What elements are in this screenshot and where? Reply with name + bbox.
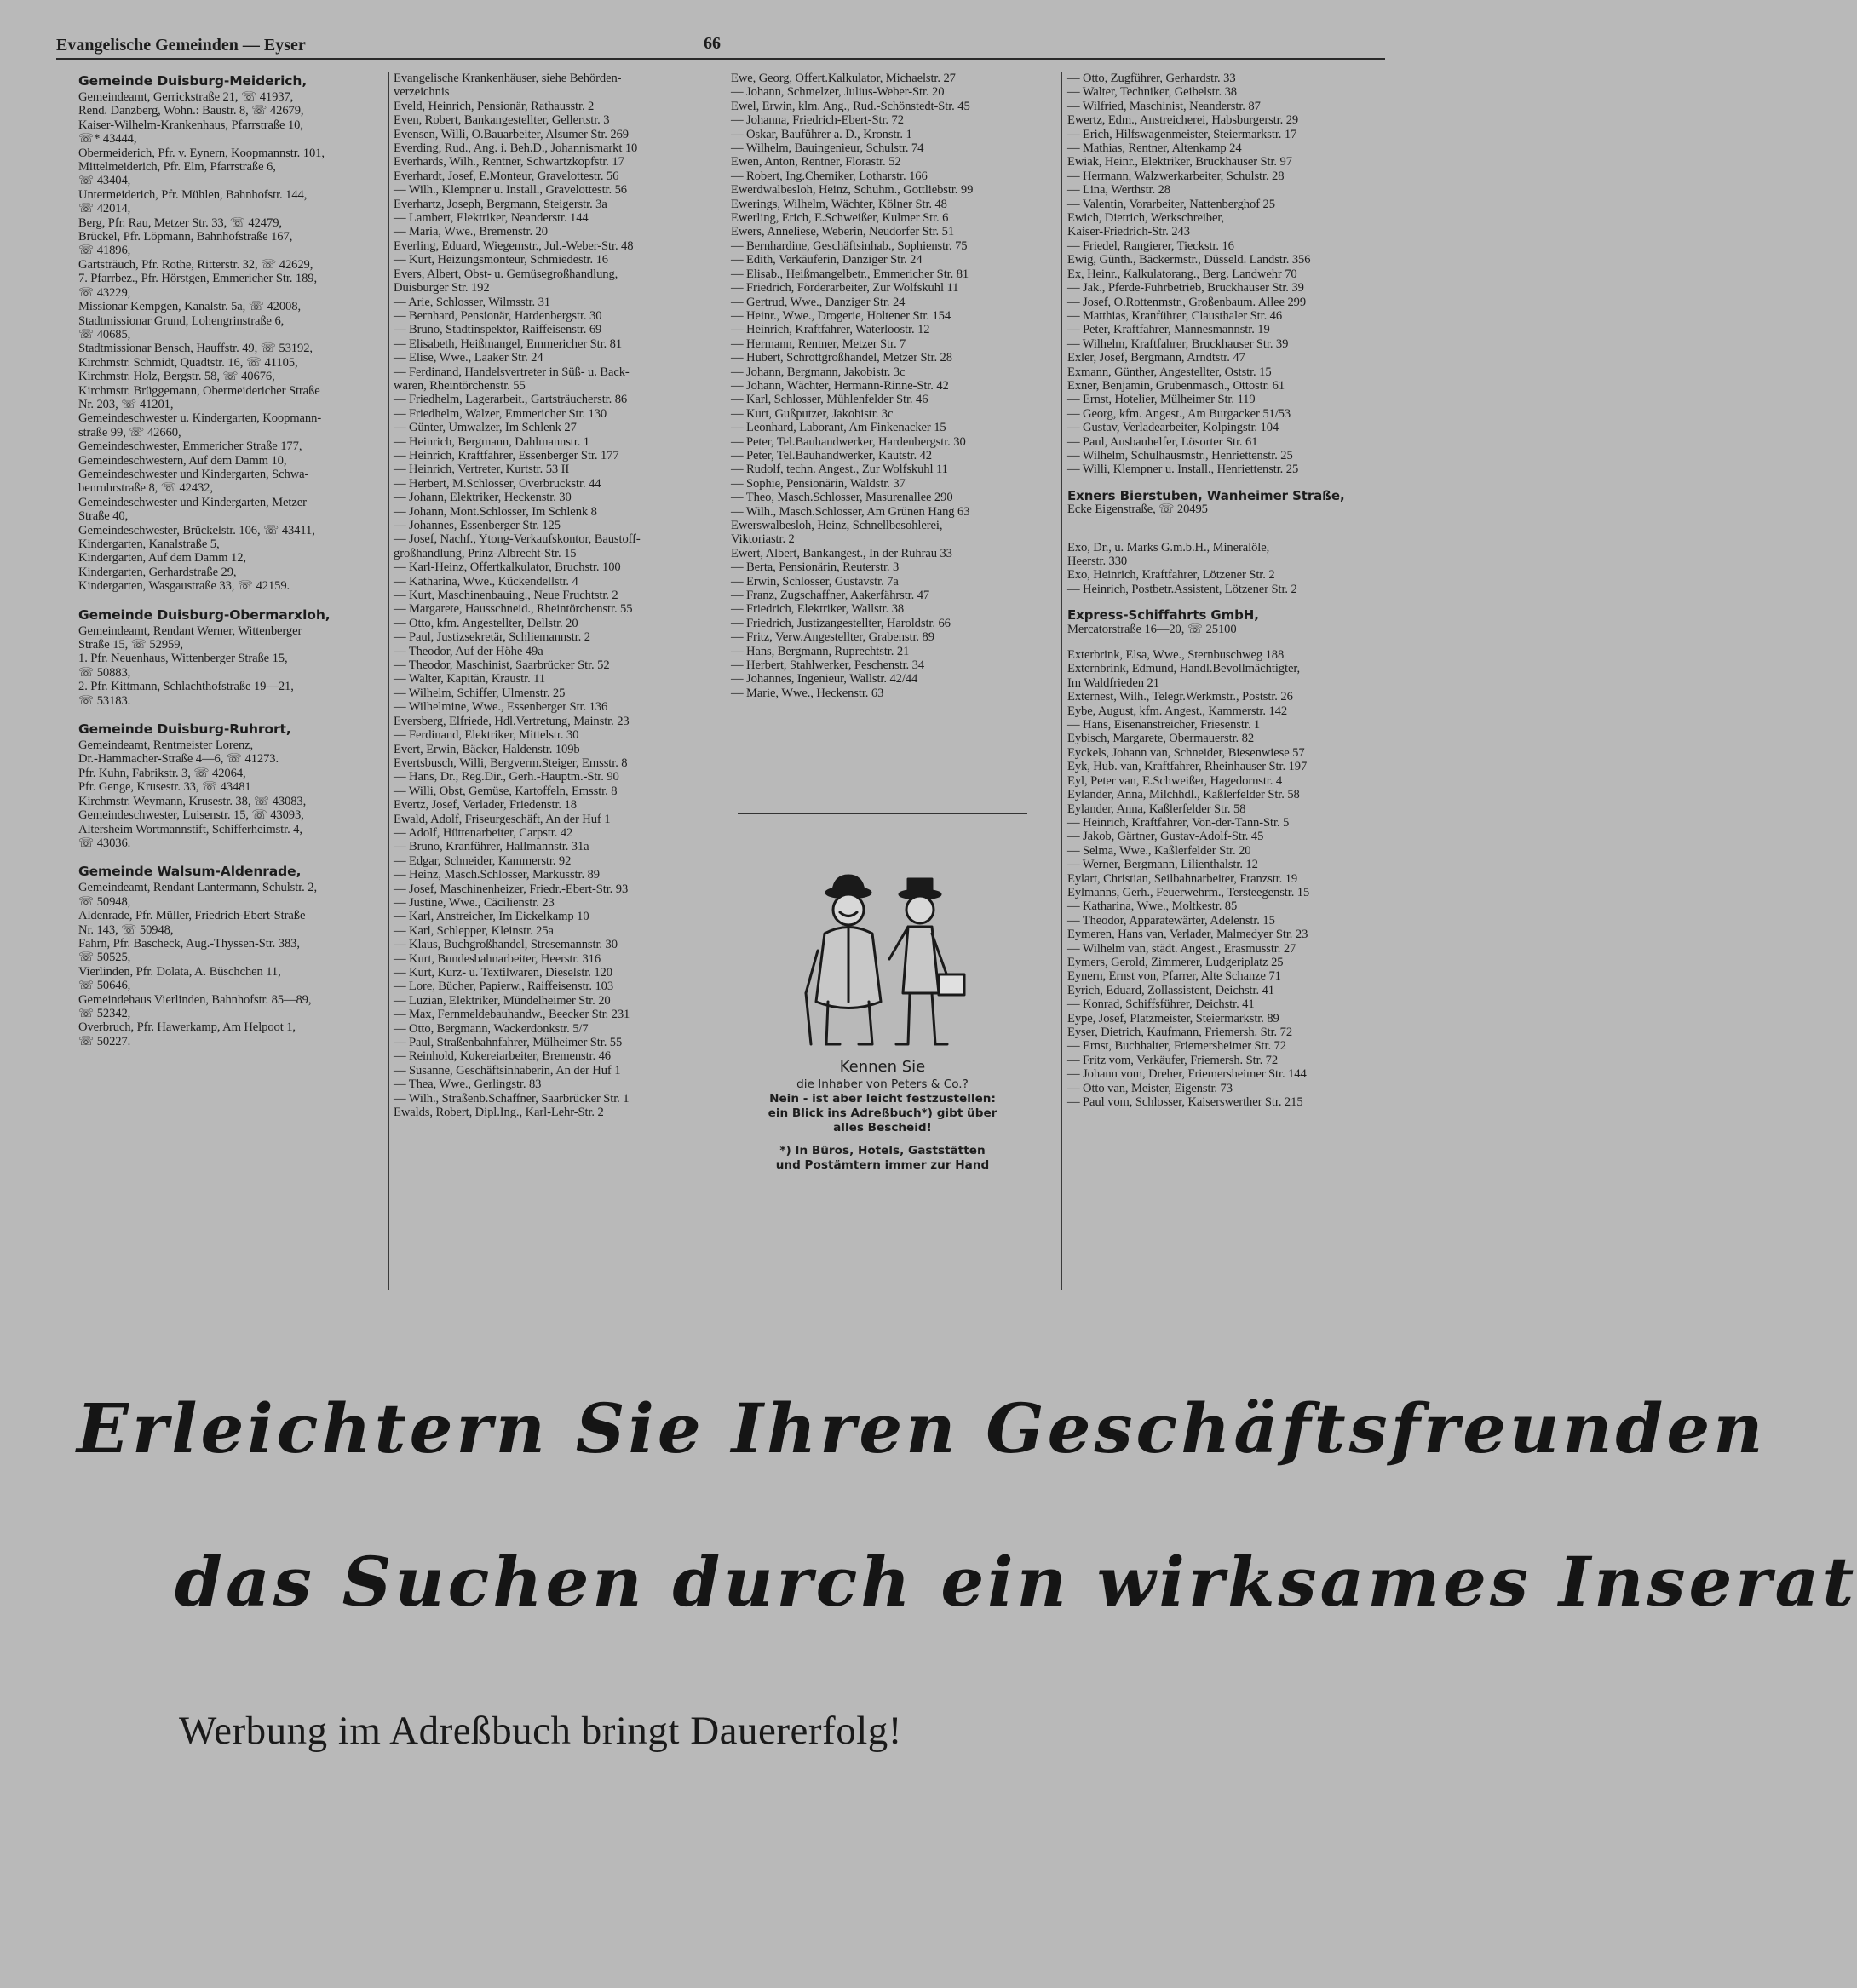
ad-footnote: *) In Büros, Hotels, Gaststätten: [779, 1144, 986, 1158]
directory-entry: Straße 40,: [78, 509, 129, 524]
directory-entry: Missionar Kempgen, Kanalstr. 5a, ☏ 42008,: [78, 300, 301, 314]
directory-entry: Ewe, Georg, Offert.Kalkulator, Michaelstr. 27: [731, 72, 956, 85]
parish-heading: Gemeinde Duisburg-Obermarxloh,: [78, 606, 331, 623]
directory-entry: Ewalds, Robert, Dipl.Ing., Karl-Lehr-Str. 2: [394, 1106, 604, 1120]
directory-entry: Evertz, Josef, Verlader, Friedenstr. 18: [394, 798, 577, 813]
directory-entry: — Josef, O.Rottenmstr., Großenbaum. Allee 299: [1067, 295, 1307, 309]
directory-entry: — Heinrich, Bergmann, Dahlmannstr. 1: [394, 434, 589, 449]
directory-entry: ☏ 42014,: [78, 202, 131, 216]
column-rule: [388, 72, 389, 1290]
directory-entry: — Theodor, Apparatewärter, Adelenstr. 15: [1067, 913, 1275, 928]
directory-entry: Externest, Wilh., Telegr.Werkmstr., Poststr. 26: [1067, 690, 1293, 704]
directory-entry: — Otto, kfm. Angestellter, Dellstr. 20: [394, 616, 578, 630]
running-head: [56, 32, 1385, 60]
directory-entry: Kindergarten, Wasgaustraße 33, ☏ 42159.: [78, 579, 290, 594]
directory-entry: — Fritz vom, Verkäufer, Friemersh. Str. 72: [1067, 1053, 1279, 1067]
directory-entry: ☏ 50227.: [78, 1034, 131, 1049]
directory-entry: ☏ 41896,: [78, 244, 131, 258]
directory-entry: — Ferdinand, Elektriker, Mittelstr. 30: [394, 728, 579, 743]
directory-entry: — Johann vom, Dreher, Friemersheimer Str. 144: [1067, 1067, 1307, 1082]
directory-entry: — Gustav, Verladearbeiter, Kolpingstr. 104: [1067, 421, 1279, 435]
directory-entry: — Willi, Klempner u. Install., Henriettenstr. 25: [1067, 463, 1299, 477]
directory-entry: — Johannes, Essenberger Str. 125: [394, 519, 561, 532]
directory-entry: Gemeindeschwester, Brückelstr. 106, ☏ 43411,: [78, 523, 315, 537]
directory-entry: — Herbert, M.Schlosser, Overbruckstr. 44: [394, 476, 601, 491]
directory-entry: Heerstr. 330: [1067, 554, 1128, 568]
directory-entry: Im Waldfrieden 21: [1067, 675, 1159, 690]
directory-entry: — Edith, Verkäuferin, Danziger Str. 24: [731, 253, 923, 267]
spacer: [78, 850, 387, 862]
directory-entry: Gemeindeschwester u. Kindergarten, Koopmann-: [78, 411, 322, 426]
directory-entry: — Josef, Nachf., Ytong-Verkaufskontor, Baustoff-: [394, 532, 641, 547]
ad-footnote: und Postämtern immer zur Hand: [775, 1158, 990, 1172]
directory-entry: Evangelische Krankenhäuser, siehe Behörden-: [394, 72, 622, 85]
directory-entry: Externbrink, Edmund, Handl.Bevollmächtigter,: [1067, 662, 1301, 676]
business-listing: Express-Schiffahrts GmbH,: [1067, 607, 1259, 623]
directory-entry: Eymeren, Hans van, Verlader, Malmedyer Str. 23: [1067, 928, 1308, 942]
directory-entry: Evertsbusch, Willi, Bergverm.Steiger, Emsstr. 8: [394, 756, 628, 770]
directory-entry: — Matthias, Kranführer, Clausthaler Str. 46: [1067, 308, 1283, 323]
directory-entry: Eynern, Ernst von, Pfarrer, Alte Schanze 71: [1067, 969, 1281, 984]
directory-entry: — Theo, Masch.Schlosser, Masurenallee 290: [731, 491, 953, 505]
directory-entry: Kindergarten, Auf dem Damm 12,: [78, 551, 246, 566]
directory-entry: Nr. 203, ☏ 41201,: [78, 397, 174, 411]
directory-entry: Ewertz, Edm., Anstreicherei, Habsburgerstr. 29: [1067, 113, 1299, 128]
directory-entry: ☏ 50883,: [78, 665, 131, 680]
directory-entry: — Karl, Schlosser, Mühlenfelder Str. 46: [731, 393, 928, 407]
directory-entry: ☏ 53183.: [78, 693, 131, 708]
directory-entry: Gemeindeschwester und Kindergarten, Schwa-: [78, 467, 309, 481]
directory-entry: Exterbrink, Elsa, Wwe., Sternbuschweg 188: [1067, 648, 1285, 663]
directory-entry: Altersheim Wortmannstift, Schifferheimstr. 4,: [78, 822, 302, 836]
directory-entry: — Johannes, Ingenieur, Wallstr. 42/44: [731, 672, 918, 687]
directory-entry: Exo, Heinrich, Kraftfahrer, Lötzener Str. 2: [1067, 568, 1275, 583]
directory-entry: — Erwin, Schlosser, Gustavstr. 7a: [731, 574, 899, 589]
directory-entry: Eyser, Dietrich, Kaufmann, Friemersh. Str. 72: [1067, 1026, 1293, 1039]
spacer: [1067, 636, 1401, 648]
directory-entry: — Ferdinand, Handelsvertreter in Süß- u. Back-: [394, 365, 630, 379]
directory-entry: — Klaus, Buchgroßhandel, Stresemannstr. 30: [394, 938, 618, 952]
directory-entry: Rend. Danzberg, Wohn.: Baustr. 8, ☏ 42679,: [78, 104, 304, 118]
spacer: [1067, 517, 1401, 529]
directory-entry: Nr. 143, ☏ 50948,: [78, 922, 174, 937]
directory-entry: Evert, Erwin, Bäcker, Haldenstr. 109b: [394, 742, 580, 756]
spacer: [1067, 529, 1401, 541]
directory-entry: Gemeindeamt, Rentmeister Lorenz,: [78, 738, 254, 753]
directory-entry: — Hermann, Rentner, Metzer Str. 7: [731, 336, 906, 351]
directory-entry: — Margarete, Hausschneid., Rheintörchenstr. 55: [394, 602, 633, 617]
directory-entry: Ewen, Anton, Rentner, Florastr. 52: [731, 155, 901, 169]
directory-entry: — Johann, Mont.Schlosser, Im Schlenk 8: [394, 504, 597, 519]
directory-entry: Gartsträuch, Pfr. Rothe, Ritterstr. 32, ☏ 42629,: [78, 257, 313, 272]
parish-heading: Gemeinde Duisburg-Meiderich,: [78, 73, 308, 89]
directory-entry: — Paul, Ausbauhelfer, Lösorter Str. 61: [1067, 434, 1258, 449]
directory-entry: ☏ 50948,: [78, 894, 131, 909]
directory-entry: — Johann, Schmelzer, Julius-Weber-Str. 20: [731, 85, 945, 100]
directory-entry: Kaiser-Friedrich-Str. 243: [1067, 225, 1190, 239]
directory-entry: Mercatorstraße 16—20, ☏ 25100: [1067, 622, 1237, 636]
directory-entry: — Valentin, Vorarbeiter, Nattenberghof 25: [1067, 197, 1275, 211]
directory-entry: Evers, Albert, Obst- u. Gemüsegroßhandlung,: [394, 267, 618, 281]
directory-entry: — Wilhelmine, Wwe., Essenberger Str. 136: [394, 700, 608, 715]
directory-entry: straße 99, ☏ 42660,: [78, 425, 181, 440]
directory-entry: — Bernhard, Pensionär, Hardenbergstr. 30: [394, 308, 602, 323]
directory-column-1: [78, 72, 387, 1049]
directory-entry: Kirchmstr. Brüggemann, Obermeidericher Straße: [78, 383, 320, 398]
directory-entry: ☏ 40685,: [78, 327, 131, 342]
ad-headline: Kennen Sie: [839, 1058, 926, 1076]
directory-entry: Gemeindeamt, Gerrickstraße 21, ☏ 41937,: [78, 90, 294, 104]
directory-entry: Everling, Eduard, Wiegemstr., Jul.-Weber-Str. 48: [394, 238, 634, 253]
directory-entry: — Franz, Zugschaffner, Aakerfährstr. 47: [731, 589, 930, 603]
directory-entry: 1. Pfr. Neuenhaus, Wittenberger Straße 15,: [78, 652, 288, 666]
directory-entry: verzeichnis: [394, 85, 450, 100]
directory-entry: — Otto, Bergmann, Wackerdonkstr. 5/7: [394, 1021, 589, 1036]
directory-entry: Everhardt, Josef, E.Monteur, Gravelottestr. 56: [394, 169, 619, 183]
directory-entry: — Karl, Anstreicher, Im Eickelkamp 10: [394, 910, 589, 924]
business-listing: Exners Bierstuben, Wanheimer Straße,: [1067, 487, 1345, 503]
directory-entry: — Heinrich, Vertreter, Kurtstr. 53 II: [394, 463, 570, 477]
directory-entry: Obermeiderich, Pfr. v. Eynern, Koopmannstr. 101,: [78, 146, 325, 160]
directory-entry: — Kurt, Maschinenbauing., Neue Fruchtstr. 2: [394, 589, 618, 603]
directory-entry: Eyk, Hub. van, Kraftfahrer, Rheinhauser Str. 197: [1067, 760, 1308, 774]
directory-entry: Gemeindeschwestern, Auf dem Damm 10,: [78, 453, 287, 468]
directory-entry: — Justine, Wwe., Cäcilienstr. 23: [394, 895, 555, 910]
directory-entry: — Lina, Werthstr. 28: [1067, 183, 1170, 198]
directory-entry: Everhartz, Joseph, Bergmann, Steigerstr. 3a: [394, 197, 607, 211]
directory-entry: — Heinz, Masch.Schlosser, Markusstr. 89: [394, 868, 600, 882]
directory-entry: — Peter, Kraftfahrer, Mannesmannstr. 19: [1067, 323, 1270, 337]
directory-entry: ☏ 43229,: [78, 285, 131, 300]
directory-entry: — Heinrich, Postbetr.Assistent, Lötzener Str. 2: [1067, 582, 1297, 596]
directory-entry: — Berta, Pensionärin, Reuterstr. 3: [731, 560, 900, 575]
directory-entry: — Friedhelm, Lagerarbeit., Gartsträucherstr. 86: [394, 393, 628, 407]
directory-entry: — Maria, Wwe., Bremenstr. 20: [394, 225, 548, 239]
directory-entry: Gemeindeschwester, Luisenstr. 15, ☏ 43093,: [78, 808, 304, 823]
directory-entry: — Kurt, Heizungsmonteur, Schmiedestr. 16: [394, 253, 608, 267]
directory-entry: Untermeiderich, Pfr. Mühlen, Bahnhofstr. 144,: [78, 187, 308, 202]
directory-entry: Eyl, Peter van, E.Schweißer, Hagedornstr. 4: [1067, 773, 1283, 788]
directory-entry: — Konrad, Schiffsführer, Deichstr. 41: [1067, 997, 1255, 1012]
directory-entry: — Hermann, Walzwerkarbeiter, Schulstr. 28: [1067, 169, 1285, 183]
directory-entry: — Willi, Obst, Gemüse, Kartoffeln, Emsstr. 8: [394, 784, 618, 798]
spacer: [1067, 477, 1401, 489]
ad-question: die Inhaber von Peters & Co.?: [796, 1077, 969, 1091]
directory-entry: ☏ 50646,: [78, 979, 131, 993]
directory-entry: — Walter, Kapitän, Kraustr. 11: [394, 672, 546, 687]
directory-entry: Eveld, Heinrich, Pensionär, Rathausstr. 2: [394, 99, 595, 113]
directory-entry: — Bernhardine, Geschäftsinhab., Sophienstr. 75: [731, 238, 968, 253]
directory-entry: — Otto van, Meister, Eigenstr. 73: [1067, 1081, 1233, 1095]
directory-entry: — Wilh., Klempner u. Install., Gravelottestr. 56: [394, 183, 628, 198]
directory-entry: — Jakob, Gärtner, Gustav-Adolf-Str. 45: [1067, 830, 1264, 844]
directory-entry: Exner, Benjamin, Grubenmasch., Ottostr. 61: [1067, 378, 1285, 393]
directory-entry: — Johann, Elektriker, Heckenstr. 30: [394, 491, 572, 505]
advertisement-text: [738, 1057, 1027, 1173]
ad-answer-line: alles Bescheid!: [833, 1121, 932, 1135]
directory-entry: — Reinhold, Kokereiarbeiter, Bremenstr. 46: [394, 1049, 611, 1064]
directory-entry: — Herbert, Stahlwerker, Peschenstr. 34: [731, 658, 925, 673]
directory-entry: — Marie, Wwe., Heckenstr. 63: [731, 686, 884, 700]
directory-entry: Ewiak, Heinr., Elektriker, Bruckhauser Str. 97: [1067, 155, 1292, 169]
directory-entry: — Luzian, Elektriker, Mündelheimer Str. 20: [394, 993, 611, 1008]
directory-entry: — Wilh., Masch.Schlosser, Am Grünen Hang 63: [731, 504, 970, 519]
directory-entry: — Johann, Wächter, Hermann-Rinne-Str. 42: [731, 378, 949, 393]
directory-entry: Straße 15, ☏ 52959,: [78, 638, 183, 652]
directory-entry: — Katharina, Wwe., Kückendellstr. 4: [394, 574, 578, 589]
directory-entry: — Bruno, Kranführer, Hallmannstr. 31a: [394, 840, 589, 854]
spacer: [1067, 596, 1401, 608]
directory-column-3: [731, 72, 1033, 700]
directory-entry: — Susanne, Geschäftsinhaberin, An der Huf 1: [394, 1063, 621, 1077]
directory-entry: — Hubert, Schrottgroßhandel, Metzer Str. 28: [731, 351, 952, 365]
directory-entry: — Otto, Zugführer, Gerhardstr. 33: [1067, 72, 1236, 85]
directory-entry: — Peter, Tel.Bauhandwerker, Kautstr. 42: [731, 448, 932, 463]
directory-entry: — Elisabeth, Heißmangel, Emmericher Str. 81: [394, 336, 623, 351]
ad-answer-line: ein Blick ins Adreßbuch*) gibt über: [768, 1106, 997, 1120]
directory-entry: — Wilhelm, Kraftfahrer, Bruckhauser Str. 39: [1067, 336, 1289, 351]
directory-entry: Duisburger Str. 192: [394, 281, 490, 296]
directory-entry: ☏ 52342,: [78, 1006, 131, 1020]
directory-entry: Ewerling, Erich, E.Schweißer, Kulmer Str. 6: [731, 211, 949, 226]
directory-entry: — Mathias, Rentner, Altenkamp 24: [1067, 141, 1242, 156]
directory-entry: Eybe, August, kfm. Angest., Kammerstr. 142: [1067, 704, 1288, 718]
directory-entry: Gemeindeamt, Rendant Werner, Wittenberger: [78, 623, 302, 638]
directory-entry: Gemeindeamt, Rendant Lantermann, Schulstr. 2,: [78, 881, 318, 895]
directory-entry: Ewert, Albert, Bankangest., In der Ruhrau 33: [731, 546, 952, 560]
directory-entry: — Kurt, Bundesbahnarbeiter, Heerstr. 316: [394, 951, 601, 966]
directory-entry: — Jak., Pferde-Fuhrbetrieb, Bruckhauser Str. 39: [1067, 281, 1304, 296]
directory-entry: Ewerswalbesloh, Heinz, Schnellbesohlerei,: [731, 519, 943, 532]
directory-entry: Brückel, Pfr. Löpmann, Bahnhofstraße 167,: [78, 230, 293, 244]
directory-entry: — Günter, Umwalzer, Im Schlenk 27: [394, 421, 577, 435]
directory-entry: — Friedrich, Förderarbeiter, Zur Wolfskuhl 11: [731, 281, 959, 296]
directory-entry: Everding, Rud., Ang. i. Beh.D., Johannismarkt 10: [394, 141, 638, 156]
directory-entry: Exmann, Günther, Angestellter, Oststr. 15: [1067, 365, 1272, 379]
directory-entry: — Adolf, Hüttenarbeiter, Carpstr. 42: [394, 825, 573, 840]
directory-entry: Exler, Josef, Bergmann, Arndtstr. 47: [1067, 351, 1245, 365]
directory-entry: — Robert, Ing.Chemiker, Lotharstr. 166: [731, 169, 928, 183]
directory-entry: — Bruno, Stadtinspektor, Raiffeisenstr. 69: [394, 323, 602, 337]
directory-entry: — Elise, Wwe., Laaker Str. 24: [394, 351, 543, 365]
directory-entry: Viktoriastr. 2: [731, 532, 795, 547]
directory-entry: — Kurt, Kurz- u. Textilwaren, Dieselstr. 120: [394, 966, 612, 980]
directory-entry: — Karl, Schlepper, Kleinstr. 25a: [394, 923, 554, 938]
directory-entry: Exo, Dr., u. Marks G.m.b.H., Mineralöle,: [1067, 540, 1270, 554]
directory-entry: — Hans, Eisenanstreicher, Friesenstr. 1: [1067, 718, 1261, 733]
directory-entry: Eymers, Gerold, Zimmerer, Ludgeriplatz 25: [1067, 955, 1284, 969]
directory-entry: Ewers, Anneliese, Weberin, Neudorfer Str. 51: [731, 225, 955, 239]
directory-entry: Pfr. Kuhn, Fabrikstr. 3, ☏ 42064,: [78, 766, 246, 780]
directory-entry: Kirchmstr. Weymann, Krusestr. 38, ☏ 43083,: [78, 794, 307, 808]
directory-entry: — Lambert, Elektriker, Neanderstr. 144: [394, 211, 589, 226]
directory-entry: — Josef, Maschinenheizer, Friedr.-Ebert-Str. 93: [394, 882, 629, 896]
directory-entry: — Oskar, Bauführer a. D., Kronstr. 1: [731, 127, 912, 141]
ad-answer-line: Nein - ist aber leicht festzustellen:: [769, 1092, 996, 1106]
directory-entry: — Wilhelm, Schulhausmstr., Henriettenstr. 25: [1067, 448, 1293, 463]
directory-entry: — Friedhelm, Walzer, Emmericher Str. 130: [394, 406, 607, 421]
directory-entry: — Theodor, Auf der Höhe 49a: [394, 644, 543, 658]
directory-entry: — Erich, Hilfswagenmeister, Steiermarkstr. 17: [1067, 127, 1297, 141]
directory-entry: ☏* 43444,: [78, 132, 137, 147]
directory-entry: Gemeindeschwester und Kindergarten, Metzer: [78, 495, 307, 509]
directory-entry: Eversberg, Elfriede, Hdl.Vertretung, Mainstr. 23: [394, 714, 630, 728]
directory-entry: — Paul vom, Schlosser, Kaiserswerther Str. 215: [1067, 1095, 1303, 1110]
directory-entry: — Walter, Techniker, Geibelstr. 38: [1067, 85, 1237, 100]
directory-entry: Kirchmstr. Schmidt, Quadtstr. 16, ☏ 41105,: [78, 355, 298, 370]
directory-entry: Pfr. Genge, Krusestr. 33, ☏ 43481: [78, 780, 251, 795]
directory-entry: Ewig, Günth., Bäckermstr., Düsseld. Landstr. 356: [1067, 253, 1311, 267]
directory-entry: Fahrn, Pfr. Bascheck, Aug.-Thyssen-Str. 383,: [78, 936, 300, 951]
directory-entry: Gemeindeschwester, Emmericher Straße 177,: [78, 440, 302, 454]
directory-entry: Kindergarten, Gerhardstraße 29,: [78, 565, 237, 579]
directory-entry: — Wilhelm, Schiffer, Ulmenstr. 25: [394, 686, 566, 700]
directory-entry: Eylart, Christian, Seilbahnarbeiter, Franzstr. 19: [1067, 871, 1298, 886]
directory-entry: ☏ 50525,: [78, 951, 131, 965]
advertisement-box: [738, 813, 1027, 1278]
directory-entry: Evensen, Willi, O.Bauarbeiter, Alsumer Str. 269: [394, 127, 629, 141]
directory-entry: Ex, Heinr., Kalkulatorang., Berg. Landwehr 70: [1067, 267, 1297, 281]
banner-tagline: Werbung im Adreßbuch bringt Dauererfolg!: [179, 1709, 902, 1753]
directory-entry: — Gertrud, Wwe., Danziger Str. 24: [731, 295, 906, 309]
directory-entry: — Lore, Bücher, Papierw., Raiffeisenstr. 103: [394, 980, 614, 994]
directory-entry: Dr.-Hammacher-Straße 4—6, ☏ 41273.: [78, 752, 279, 767]
directory-entry: — Wilhelm van, städt. Angest., Erasmusstr. 27: [1067, 941, 1296, 956]
directory-entry: Ecke Eigenstraße, ☏ 20495: [1067, 503, 1208, 517]
directory-entry: Aldenrade, Pfr. Müller, Friedrich-Ebert-Straße: [78, 909, 306, 923]
directory-entry: — Leonhard, Laborant, Am Finkenacker 15: [731, 421, 946, 435]
directory-entry: — Paul, Straßenbahnfahrer, Mülheimer Str. 55: [394, 1036, 623, 1050]
directory-entry: Eylander, Anna, Milchhdl., Kaßlerfelder Str. 58: [1067, 788, 1300, 802]
directory-entry: Eyrich, Eduard, Zollassistent, Deichstr. 41: [1067, 983, 1274, 997]
directory-entry: Vierlinden, Pfr. Dolata, A. Büschchen 11,: [78, 964, 281, 979]
directory-entry: — Arie, Schlosser, Wilmsstr. 31: [394, 295, 550, 309]
directory-entry: Stadtmissionar Grund, Lohengrinstraße 6,: [78, 313, 285, 328]
directory-entry: 2. Pfr. Kittmann, Schlachthofstraße 19—21,: [78, 680, 294, 694]
directory-entry: Eylmanns, Gerh., Feuerwehrm., Tersteegenstr. 15: [1067, 885, 1310, 899]
directory-entry: — Friedrich, Elektriker, Wallstr. 38: [731, 602, 905, 617]
spacer: [78, 708, 387, 720]
directory-entry: ☏ 43404,: [78, 174, 131, 188]
directory-entry: — Karl-Heinz, Offertkalkulator, Bruchstr. 100: [394, 560, 621, 575]
directory-entry: Even, Robert, Bankangestellter, Gellertstr. 3: [394, 113, 610, 128]
directory-entry: — Ernst, Buchhalter, Friemersheimer Str. 72: [1067, 1039, 1286, 1054]
directory-entry: — Ernst, Hotelier, Mülheimer Str. 119: [1067, 393, 1256, 407]
directory-entry: Ewerings, Wilhelm, Wächter, Kölner Str. 48: [731, 197, 947, 211]
directory-entry: — Johann, Bergmann, Jakobistr. 3c: [731, 365, 906, 379]
directory-entry: Ewald, Adolf, Friseurgeschäft, An der Huf 1: [394, 812, 611, 826]
directory-entry: — Theodor, Maschinist, Saarbrücker Str. 52: [394, 658, 610, 673]
directory-entry: Ewich, Dietrich, Werkschreiber,: [1067, 211, 1225, 226]
directory-entry: — Wilhelm, Bauingenieur, Schulstr. 74: [731, 141, 924, 156]
banner-slogan-line-2: das Suchen durch ein wirksames Inserat: [175, 1542, 1857, 1622]
directory-entry: — Heinr., Wwe., Drogerie, Holtener Str. 154: [731, 308, 951, 323]
directory-entry: Ewel, Erwin, klm. Ang., Rud.-Schönstedt-Str. 45: [731, 99, 970, 113]
directory-entry: Eyckels, Johann van, Schneider, Biesenwiese 57: [1067, 745, 1305, 760]
directory-entry: — Wilfried, Maschinist, Neanderstr. 87: [1067, 99, 1261, 113]
directory-entry: Eype, Josef, Platzmeister, Steiermarkstr. 89: [1067, 1011, 1279, 1026]
directory-entry: Gemeindehaus Vierlinden, Bahnhofstr. 85—89,: [78, 992, 312, 1007]
directory-entry: — Georg, kfm. Angest., Am Burgacker 51/53: [1067, 406, 1291, 421]
directory-entry: Kirchmstr. Holz, Bergstr. 58, ☏ 40676,: [78, 370, 275, 384]
directory-entry: 7. Pfarrbez., Pfr. Hörstgen, Emmericher Str. 189,: [78, 272, 318, 286]
section-title: Evangelische Gemeinden — Eyser: [56, 36, 306, 55]
directory-entry: waren, Rheintörchenstr. 55: [394, 378, 526, 393]
directory-entry: — Paul, Justizsekretär, Schliemannstr. 2: [394, 630, 590, 645]
directory-entry: — Friedrich, Justizangestellter, Haroldstr. 66: [731, 616, 951, 630]
spacer: [78, 594, 387, 606]
directory-entry: — Hans, Dr., Reg.Dir., Gerh.-Hauptm.-Str. 90: [394, 770, 619, 784]
directory-entry: — Max, Fernmeldebauhandw., Beecker Str. 231: [394, 1008, 630, 1022]
directory-entry: benruhrstraße 8, ☏ 42432,: [78, 481, 214, 496]
two-gentlemen-illustration: [780, 874, 985, 1053]
directory-entry: — Peter, Tel.Bauhandwerker, Hardenbergstr. 30: [731, 434, 966, 449]
directory-entry: — Friedel, Rangierer, Tieckstr. 16: [1067, 238, 1234, 253]
directory-entry: — Heinrich, Kraftfahrer, Waterloostr. 12: [731, 323, 930, 337]
directory-entry: — Hans, Bergmann, Ruprechtstr. 21: [731, 644, 910, 658]
banner-slogan-line-1: Erleichtern Sie Ihren Geschäftsfreunden: [77, 1388, 1767, 1468]
directory-entry: Mittelmeiderich, Pfr. Elm, Pfarrstraße 6,: [78, 160, 276, 175]
page-number: 66: [704, 34, 721, 53]
directory-entry: Eylander, Anna, Kaßlerfelder Str. 58: [1067, 802, 1246, 816]
directory-entry: — Werner, Bergmann, Lilienthalstr. 12: [1067, 858, 1258, 872]
directory-entry: — Kurt, Gußputzer, Jakobistr. 3c: [731, 406, 894, 421]
directory-entry: — Heinrich, Kraftfahrer, Essenberger Str. 177: [394, 448, 619, 463]
directory-entry: Ewerdwalbesloh, Heinz, Schuhm., Gottliebstr. 99: [731, 183, 974, 198]
directory-entry: — Elisab., Heißmangelbetr., Emmericher Str. 81: [731, 267, 969, 281]
directory-entry: — Edgar, Schneider, Kammerstr. 92: [394, 853, 572, 868]
directory-entry: — Katharina, Wwe., Moltkestr. 85: [1067, 899, 1238, 914]
parish-heading: Gemeinde Duisburg-Ruhrort,: [78, 721, 291, 738]
directory-entry: Berg, Pfr. Rau, Metzer Str. 33, ☏ 42479,: [78, 215, 282, 230]
parish-heading: Gemeinde Walsum-Aldenrade,: [78, 864, 302, 880]
directory-entry: Everhards, Wilh., Rentner, Schwartzkopfstr. 17: [394, 155, 624, 169]
directory-entry: Kindergarten, Kanalstraße 5,: [78, 537, 220, 551]
directory-entry: — Selma, Wwe., Kaßlerfelder Str. 20: [1067, 843, 1251, 858]
directory-entry: — Rudolf, techn. Angest., Zur Wolfskuhl 11: [731, 463, 948, 477]
directory-entry: — Heinrich, Kraftfahrer, Von-der-Tann-Str. 5: [1067, 815, 1290, 830]
directory-entry: ☏ 43036.: [78, 836, 131, 850]
directory-entry: — Fritz, Verw.Angestellter, Grabenstr. 89: [731, 630, 934, 645]
directory-entry: — Thea, Wwe., Gerlingstr. 83: [394, 1077, 542, 1092]
directory-entry: — Johanna, Friedrich-Ebert-Str. 72: [731, 113, 904, 128]
directory-entry: — Sophie, Pensionärin, Waldstr. 37: [731, 476, 906, 491]
directory-entry: Kaiser-Wilhelm-Krankenhaus, Pfarrstraße 10,: [78, 118, 303, 132]
directory-column-2: [394, 72, 726, 1119]
directory-entry: Overbruch, Pfr. Hawerkamp, Am Helpoot 1,: [78, 1020, 296, 1035]
directory-column-4: [1067, 72, 1401, 1109]
column-rule: [1061, 72, 1062, 1290]
directory-entry: Eybisch, Margarete, Obermauerstr. 82: [1067, 732, 1255, 746]
directory-entry: Stadtmissionar Bensch, Hauffstr. 49, ☏ 53192,: [78, 342, 313, 356]
directory-entry: — Wilh., Straßenb.Schaffner, Saarbrücker Str. 1: [394, 1091, 630, 1106]
directory-entry: großhandlung, Prinz-Albrecht-Str. 15: [394, 546, 577, 560]
